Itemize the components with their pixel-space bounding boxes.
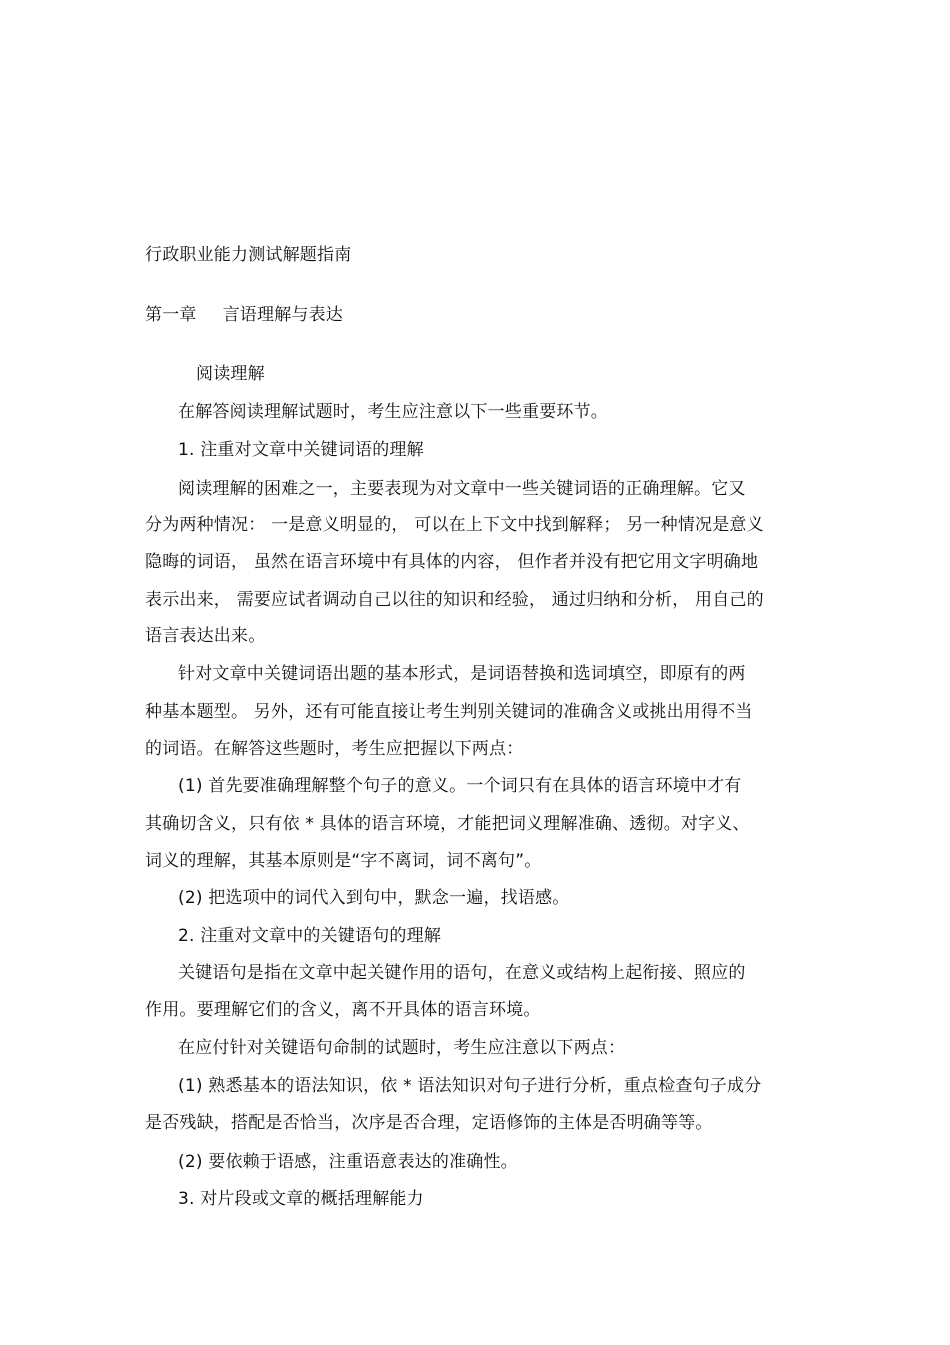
paragraph-line: (1) 首先要准确理解整个句子的意义。一个词只有在具体的语言环境中才有 xyxy=(178,776,742,796)
paragraph-line: 是否残缺，搭配是否恰当，次序是否合理，定语修饰的主体是否明确等等。 xyxy=(145,1113,713,1133)
paragraph-line: (2) 要依赖于语感，注重语意表达的准确性。 xyxy=(178,1152,518,1172)
paragraph-line: 阅读理解的困难之一，主要表现为对文章中一些关键词语的正确理解。它又 xyxy=(178,479,746,499)
paragraph-line: 在应付针对关键语句命制的试题时，考生应注意以下两点： xyxy=(178,1038,626,1058)
subheading-line: 3. 对片段或文章的概括理解能力 xyxy=(178,1189,424,1209)
paragraph-line: 词义的理解，其基本原则是“字不离词，词不离句”。 xyxy=(145,851,542,871)
chapter-number: 第一章 xyxy=(145,305,197,325)
chapter-name: 言语理解与表达 xyxy=(222,305,344,325)
subheading-line: 1. 注重对文章中关键词语的理解 xyxy=(178,440,424,460)
paragraph-line: 语言表达出来。 xyxy=(145,626,266,646)
subheading-line: 2. 注重对文章中的关键语句的理解 xyxy=(178,926,442,946)
chapter-heading xyxy=(145,304,343,326)
paragraph-line: 的词语。在解答这些题时，考生应把握以下两点： xyxy=(145,739,524,759)
paragraph-line: 在解答阅读理解试题时，考生应注意以下一些重要环节。 xyxy=(178,402,608,422)
paragraph-line: 关键语句是指在文章中起关键作用的语句，在意义或结构上起衔接、照应的 xyxy=(178,963,746,983)
document-title: 行政职业能力测试解题指南 xyxy=(145,245,352,265)
paragraph-line: 隐晦的词语， 虽然在语言环境中有具体的内容， 但作者并没有把它用文字明确地 xyxy=(145,552,759,572)
paragraph-line: 种基本题型。 另外，还有可能直接让考生判别关键词的准确含义或挑出用得不当 xyxy=(145,702,753,722)
paragraph-line: 作用。要理解它们的含义，离不开具体的语言环境。 xyxy=(145,1000,541,1020)
paragraph-line: 其确切含义，只有依 * 具体的语言环境，才能把词义理解准确、透彻。对字义、 xyxy=(145,814,750,834)
paragraph-line: 针对文章中关键词语出题的基本形式，是词语替换和选词填空，即原有的两 xyxy=(178,664,746,684)
paragraph-line: (2) 把选项中的词代入到句中，默念一遍，找语感。 xyxy=(178,888,570,908)
section-heading: 阅读理解 xyxy=(196,364,265,384)
paragraph-line: 表示出来， 需要应试者调动自己以往的知识和经验， 通过归纳和分析， 用自己的 xyxy=(145,590,764,610)
paragraph-line: 分为两种情况： 一是意义明显的， 可以在上下文中找到解释； 另一种情况是意义 xyxy=(145,515,764,535)
paragraph-line: (1) 熟悉基本的语法知识，依 * 语法知识对句子进行分析，重点检查句子成分 xyxy=(178,1076,762,1096)
